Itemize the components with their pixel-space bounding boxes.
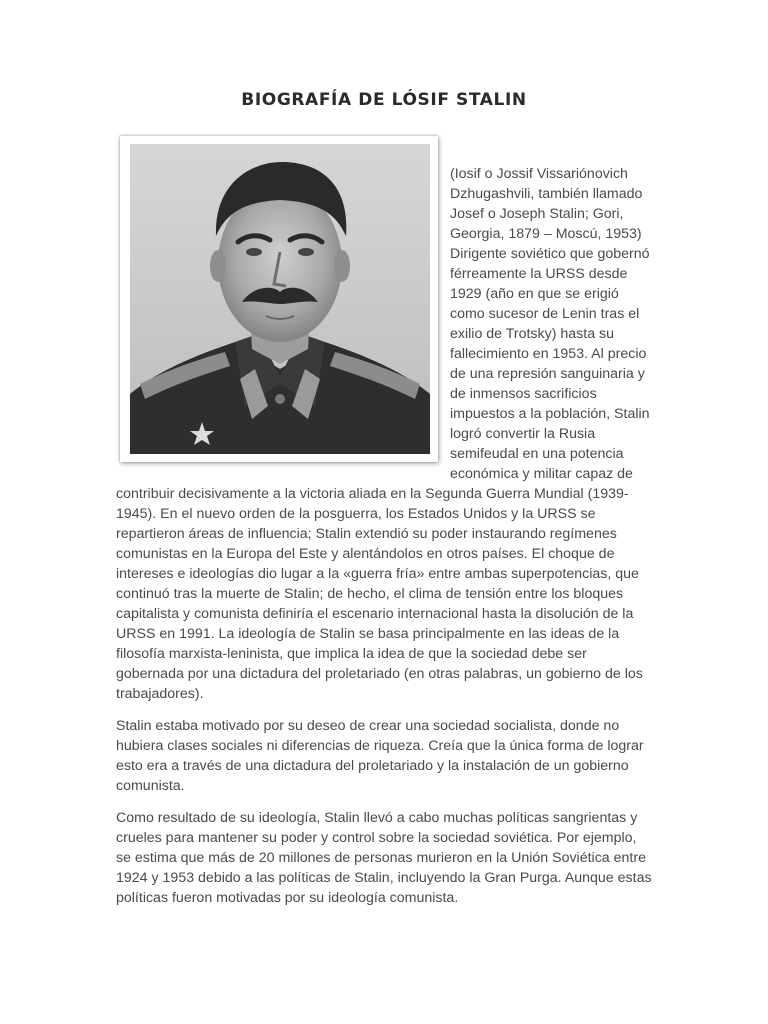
portrait-photo-icon (130, 144, 430, 454)
document-page (116, 88, 652, 920)
paragraph-motivation: Stalin estaba motivado por su deseo de crear una sociedad socialista, donde no hubiera clases sociales ni diferencias de riqueza. Creía que la única forma de lograr esto era a través de una dictadura del proletariado y la instalación de un gobierno comunista. (116, 718, 644, 794)
portrait-frame (120, 136, 438, 462)
paragraph-intro: (Iosif o Jossif Vissariónovich Dzhugashvili, también llamado Josef o Joseph Stalin; Gori, Georgia, 1879 – Moscú, 1953) Dirigente soviético que gobernó férreamente la URSS desde 1929 (año en que se erigió como sucesor de Lenin tras el exilio de Trotsky) hasta su fallecimiento en 1953. Al precio de una represión sanguinaria y de inmensos sacrificios impuestos a la población, Stalin logró convertir la Rusia semifeudal en una potencia económica y militar capaz de contribuir decisivamente a la victoria aliada en la Segunda Guerra Mundial (1939-1945). En el nuevo orden de la posguerra, los Estados Unidos y la URSS se repartieron áreas de influencia; Stalin extendió su poder instaurando regímenes comunistas en la Europa del Este y alentándolos en otros países. El choque de intereses e ideologías dio lugar a la «guerra fría» entre ambas superpotencias, que continuó tras la muerte de Stalin; de hecho, el clima de tensión entre los bloques capitalista y comunista definiría el escenario internacional hasta la disolución de la URSS en 1991. La ideología de Stalin se basa principalmente en las ideas de la filosofía marxista-leninista, que implica la idea de que la sociedad debe ser gobernada por una dictadura del proletariado (en otras palabras, un gobierno de los trabajadores). (116, 166, 650, 702)
document-body (116, 140, 652, 908)
page-title: BIOGRAFÍA DE LÓSIF STALIN (241, 90, 527, 110)
paragraph-consequences: Como resultado de su ideología, Stalin llevó a cabo muchas políticas sangrientas y crueles para mantener su poder y control sobre la sociedad soviética. Por ejemplo, se estima que más de 20 millones de personas murieron en la Unión Soviética entre 1924 y 1953 debido a las políticas de Stalin, incluyendo la Gran Purga. Aunque estas políticas fueron motivadas por su ideología comunista. (116, 810, 652, 906)
